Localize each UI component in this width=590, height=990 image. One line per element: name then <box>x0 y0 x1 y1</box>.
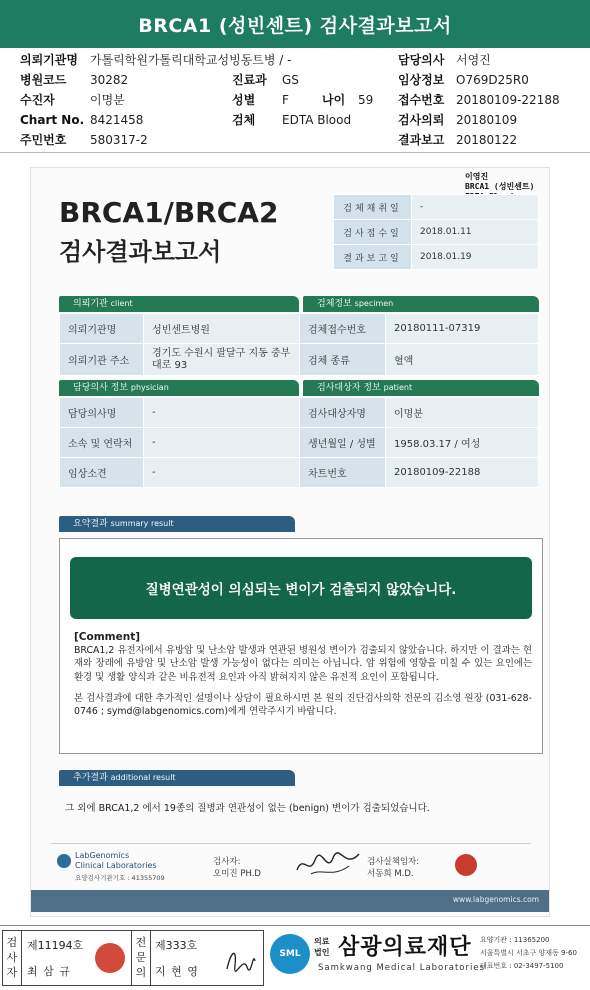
spec-type-label: 검체 종류 <box>300 344 386 376</box>
req-date: 20180109 <box>456 113 518 127</box>
website-bar <box>31 890 549 912</box>
inspector-label: 검사자: <box>213 857 241 867</box>
lab-name-line: LabGenomics <box>75 851 130 860</box>
phys-note: - <box>144 458 300 488</box>
age-label: 나이 <box>322 93 346 107</box>
website: www.labgenomics.com <box>452 895 539 904</box>
vlabel-char: 문 <box>135 951 147 964</box>
result-date: 2018.01.19 <box>412 245 539 270</box>
report-document <box>30 167 550 917</box>
stamp-line: BRCA1 (성빈센트) <box>465 182 535 191</box>
header-info <box>20 50 580 150</box>
sml-code: 요양기관 : 11365200 <box>480 936 550 944</box>
lab-name-line: Clinical Laboratories <box>75 861 157 870</box>
inspector-license: 제11194호 <box>27 939 84 952</box>
comment-title: [Comment] <box>74 631 141 643</box>
section-physician <box>59 380 299 396</box>
spec-no: 20180111-07319 <box>386 314 539 344</box>
doctor-label: 담당의사 <box>398 53 445 67</box>
vlabel-char: 의 <box>135 966 147 979</box>
req-org: 가톨릭학원가톨릭대학교성빙동트병 / - <box>90 53 292 67</box>
comment-block <box>74 631 532 726</box>
additional-result: 그 외에 BRCA1,2 에서 19종의 질병과 연관성이 없는 (benign) 변이가 검출되었습니다. <box>65 803 430 814</box>
pt-birth-label: 생년월일 / 성별 <box>300 428 386 458</box>
result-date-label: 결과보고일 <box>334 245 412 270</box>
vlabel-char: 자 <box>6 966 18 979</box>
sml-contact <box>480 934 577 973</box>
chart-label: Chart No. <box>20 113 85 127</box>
pt-chart-label: 차트번호 <box>300 458 386 488</box>
vlabel-char: 검 <box>6 936 18 949</box>
patient-label: 수진자 <box>20 93 55 107</box>
spec-no-label: 검체접수번호 <box>300 314 386 344</box>
sex: F <box>282 93 289 107</box>
clinical: O769D25R0 <box>456 73 529 87</box>
phys-contact: - <box>144 428 300 458</box>
sml-prefix-line: 의료 <box>314 937 330 946</box>
client-name-label: 의뢰기관명 <box>60 314 144 344</box>
section-specimen-label: 검체정보 <box>317 299 352 309</box>
box-divider <box>21 931 22 985</box>
section-physician-en: physician <box>130 383 169 392</box>
age: 59 <box>358 93 374 107</box>
dept: GS <box>282 73 299 87</box>
req-date-label: 검사의뢰 <box>398 113 445 127</box>
section-additional <box>59 770 295 786</box>
labgenomics-logo-icon <box>57 854 71 868</box>
lab-name <box>75 851 157 871</box>
section-patient <box>303 380 539 396</box>
client-addr-label: 의뢰기관 주소 <box>60 344 144 376</box>
director-name: 서동희 M.D. <box>367 869 414 879</box>
section-client-en: client <box>110 299 133 308</box>
hosp-code-label: 병원코드 <box>20 73 67 87</box>
phys-contact-label: 소속 및 연락처 <box>60 428 144 458</box>
sml-name: 삼광의료재단 <box>338 935 472 960</box>
inspector-name: 오미진 PH.D <box>213 869 261 879</box>
report-title: BRCA1/BRCA2 <box>59 196 279 229</box>
chart-no: 8421458 <box>90 113 144 127</box>
stamp-line: 이영진 <box>465 172 489 181</box>
report-date: 20180122 <box>456 133 518 147</box>
inspector <box>213 856 261 880</box>
physician-patient-table <box>59 397 539 488</box>
section-summary-en: summary result <box>110 519 174 528</box>
report-subtitle: 검사결과보고서 <box>59 238 222 266</box>
section-physician-label: 담당의사 정보 <box>73 383 129 393</box>
sml-prefix-line: 법인 <box>314 948 330 957</box>
phys-name: - <box>144 398 300 428</box>
director <box>367 856 419 880</box>
footer-divider <box>51 843 531 844</box>
header-divider <box>0 152 590 153</box>
sml-english: Samkwang Medical Laboratories <box>318 963 486 973</box>
pt-chart: 20180109-22188 <box>386 458 539 488</box>
collect-date: - <box>412 195 539 220</box>
director-seal-icon <box>455 854 477 876</box>
sex-label: 성별 <box>232 93 256 107</box>
section-summary <box>59 516 295 532</box>
signers-box <box>2 930 264 986</box>
specialist-license: 제333호 <box>155 939 198 952</box>
sml-address: 서울특별시 서초구 양재동 9-60 <box>480 949 577 957</box>
lab-code: 요양검사기관기호 : 41355709 <box>75 874 165 882</box>
inspector-signature-icon <box>293 848 363 880</box>
footer <box>0 925 590 990</box>
section-additional-en: additional result <box>110 773 176 782</box>
pt-name-label: 검사대상자명 <box>300 398 386 428</box>
vlabel-char: 사 <box>6 951 18 964</box>
specimen-label: 검체 <box>232 113 256 127</box>
receive-date-label: 검사접수일 <box>334 220 412 245</box>
section-specimen <box>303 296 539 312</box>
specimen: EDTA Blood <box>282 113 352 127</box>
inspector-vertical-label <box>5 935 19 980</box>
doctor: 서영진 <box>456 53 491 67</box>
spec-type: 혈액 <box>386 344 539 376</box>
specialist-name: 지 현 영 <box>155 965 199 978</box>
section-client <box>59 296 299 312</box>
client-specimen-table <box>59 313 539 376</box>
box-divider <box>131 931 132 985</box>
patient: 이명분 <box>90 93 125 107</box>
specialist-signature-icon <box>221 941 259 977</box>
director-label: 검사실책임자: <box>367 857 420 867</box>
section-summary-label: 요약결과 <box>73 519 108 529</box>
box-divider <box>150 931 151 985</box>
hosp-code: 30282 <box>90 73 129 87</box>
section-patient-en: patient <box>383 383 413 392</box>
clinical-label: 임상정보 <box>398 73 445 87</box>
dept-label: 진료과 <box>232 73 267 87</box>
receive-date: 2018.01.11 <box>412 220 539 245</box>
section-additional-label: 추가결과 <box>73 773 108 783</box>
summary-box <box>59 538 543 754</box>
inspector-seal-icon <box>95 943 125 973</box>
comment-paragraph: BRCA1,2 유전자에서 유방암 및 난소암 발생과 연관된 병원성 변이가 검출되지 않았습니다. 하지만 이 결과는 현재와 장래에 유방암 및 난소암 발생 가능성이 없다는 의미는 아닙니다. 암 위험에 영향을 미칠 수 있는 요인에는 환경 및 생활 양식과 같은 비유전적 요인과 아직 밝혀지지 않은 유전적 요인이 포함됩니다. <box>74 645 532 683</box>
report-date-label: 결과보고 <box>398 133 445 147</box>
vlabel-char: 전 <box>135 936 147 949</box>
comment-paragraph: 본 검사결과에 대한 추가적인 설명이나 상담이 필요하시면 본 원의 진단검사의학 전문의 김소영 원장 (031-628-0746 ; symd@labgenomics.com)에게 연락주시기 바랍니다. <box>74 692 532 718</box>
section-specimen-en: specimen <box>354 299 394 308</box>
section-client-label: 의뢰기관 <box>73 299 108 309</box>
collect-date-label: 검체채취일 <box>334 195 412 220</box>
rrn: 580317-2 <box>90 133 148 147</box>
pt-birth: 1958.03.17 / 여성 <box>386 428 539 458</box>
pt-name: 이명분 <box>386 398 539 428</box>
section-patient-label: 검사대상자 정보 <box>317 383 381 393</box>
summary-banner: 질병연관성이 의심되는 변이가 검출되지 않았습니다. <box>70 557 532 619</box>
req-org-label: 의뢰기관명 <box>20 53 78 67</box>
specialist-vertical-label <box>134 935 148 980</box>
client-addr: 경기도 수원시 팔달구 지동 중부대로 93 <box>144 344 300 376</box>
phys-note-label: 임상소견 <box>60 458 144 488</box>
phys-name-label: 담당의사명 <box>60 398 144 428</box>
page-title: BRCA1 (성빈센트) 검사결과보고서 <box>0 0 590 48</box>
client-name: 성빈센트병원 <box>144 314 300 344</box>
rrn-label: 주민번호 <box>20 133 67 147</box>
receipt-no: 20180109-22188 <box>456 93 560 107</box>
date-table <box>333 194 539 270</box>
sml-phone: 대표번호 : 02-3497-5100 <box>480 962 564 970</box>
sml-prefix <box>314 936 329 958</box>
inspector-name-footer: 최 삼 규 <box>27 965 71 978</box>
sml-logo-icon: SML <box>270 934 310 974</box>
receipt-no-label: 접수번호 <box>398 93 445 107</box>
